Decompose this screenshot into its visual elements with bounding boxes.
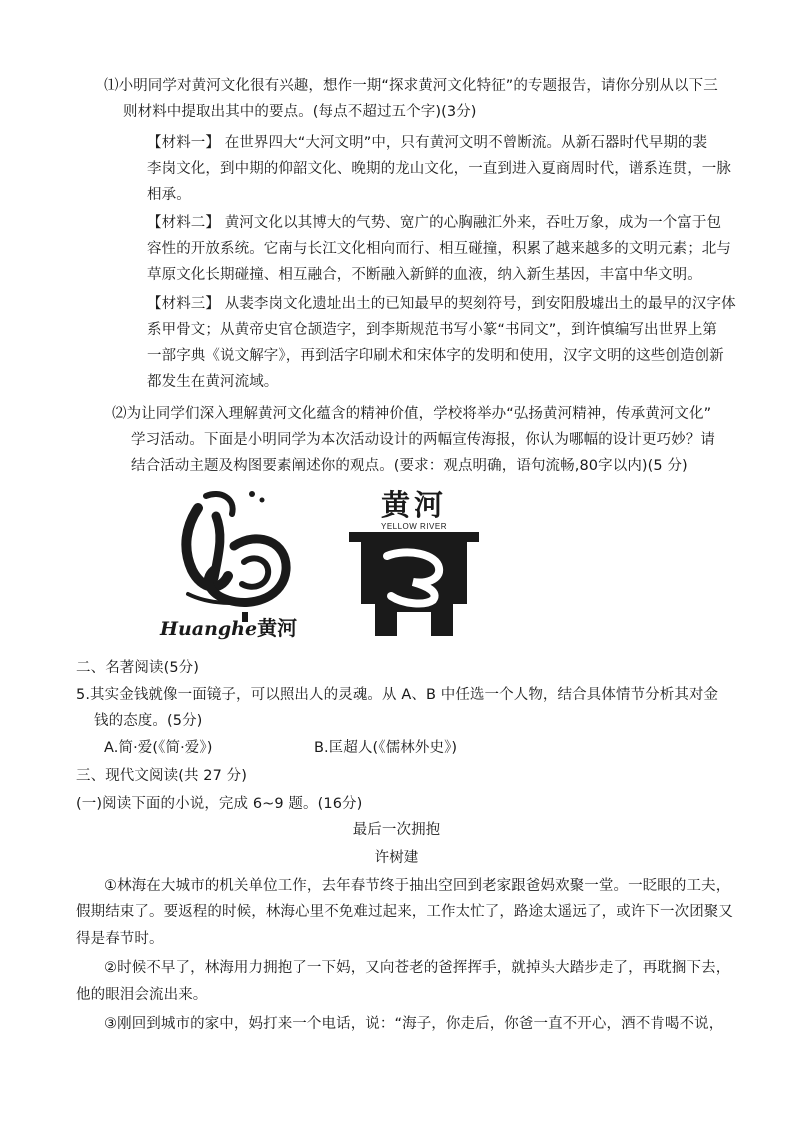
material2-line-1: 【材料二】 黄河文化以其博大的气势、宽广的心胸融汇外来，吞吐万象，成为一个富于包: [147, 215, 722, 231]
section-3-heading: 三、现代文阅读(共 27 分): [76, 768, 247, 784]
story-title: 最后一次拥抱: [352, 822, 441, 838]
q5-option-a: A.简·爱(《简·爱》): [104, 740, 213, 756]
poster-left-cn-text: 黄河: [257, 616, 298, 640]
q1-line-2: 则材料中提取出其中的要点。(每点不超过五个字)(3分): [123, 104, 477, 120]
q5-line-1: 5.其实金钱就像一面镜子，可以照出人的灵魂。从 A、B 中任选一个人物，结合具体情节分析其对金: [76, 687, 719, 703]
material3-line-2: 系甲骨文；从黄帝史官仓颉造字，到李斯规范书写小篆“书同文”，到许慎编写出世界上第: [147, 322, 718, 338]
section-3-subheading: (一)阅读下面的小说，完成 6~9 题。(16分): [76, 796, 363, 812]
q2-line-1: ⑵为让同学们深入理解黄河文化蕴含的精神价值，学校将举办“弘扬黄河精神，传承黄河文化”: [112, 406, 712, 422]
poster-left-logo: [158, 486, 308, 638]
poster-left-latin-text: Huanghe: [160, 618, 258, 640]
material1-line-3: 相承。: [147, 187, 191, 203]
material3-line-1: 【材料三】 从裴李岗文化遗址出土的已知最早的契刻符号，到安阳殷墟出土的最早的汉字体: [147, 296, 736, 312]
material1-line-1: 【材料一】 在世界四大“大河文明”中，只有黄河文明不曾断流。从新石器时代早期的裴: [147, 135, 708, 151]
material1-line-2: 李岗文化，到中期的仰韶文化、晚期的龙山文化，一直到进入夏商周时代，谱系连贯，一脉: [147, 161, 731, 177]
material3-line-3: 一部字典《说文解字》，再到活字印刷术和宋体字的发明和使用，汉字文明的这些创造创新: [147, 348, 724, 364]
section-2-heading: 二、名著阅读(5分): [76, 660, 200, 676]
q1-line-1: ⑴小明同学对黄河文化很有兴趣，想作一期“探求黄河文化特征”的专题报告，请你分别从以下三: [104, 78, 718, 94]
poster-right-subtitle: YELLOW RIVER: [380, 522, 447, 531]
q2-line-3: 结合活动主题及构图要素阐述你的观点。(要求：观点明确，语句流畅,80字以内)(5 分): [131, 458, 688, 474]
material2-line-2: 容性的开放系统。它南与长江文化相向而行、相互碰撞，积累了越来越多的文明元素；北与: [147, 241, 731, 257]
story-p1-line-2: 假期结束了。要返程的时候，林海心里不免难过起来，工作太忙了，路途太遥远了，或许下一次团聚又: [76, 904, 733, 920]
story-p1-line-1: ①林海在大城市的机关单位工作，去年春节终于抽出空回到老家跟爸妈欢聚一堂。一眨眼的工夫，: [104, 878, 731, 894]
q5-option-b: B.匡超人(《儒林外史》): [314, 740, 458, 756]
poster-right-title: 黄河: [380, 488, 447, 522]
material3-line-4: 都发生在黄河流域。: [147, 374, 279, 390]
story-p3-line-1: ③刚回到城市的家中，妈打来一个电话，说：“海子，你走后，你爸一直不开心，酒不肯喝不说，: [104, 1016, 724, 1032]
story-p2-line-1: ②时候不早了，林海用力拥抱了一下妈，又向苍老的爸挥挥手，就掉头大踏步走了，再耽搁下去，: [104, 960, 731, 976]
story-p2-line-2: 他的眼泪会流出来。: [76, 987, 208, 1003]
story-author: 许树建: [374, 850, 419, 866]
ding-vessel-icon: [347, 532, 481, 636]
material2-line-3: 草原文化长期碰撞、相互融合，不断融入新鲜的血液，纳入新生基因，丰富中华文明。: [147, 267, 702, 283]
poster-right-logo: [347, 490, 481, 636]
q5-line-2: 钱的态度。(5分): [94, 713, 203, 729]
story-p1-line-3: 得是春节时。: [76, 931, 164, 947]
q2-line-2: 学习活动。下面是小明同学为本次活动设计的两幅宣传海报，你认为哪幅的设计更巧妙？请: [131, 432, 715, 448]
